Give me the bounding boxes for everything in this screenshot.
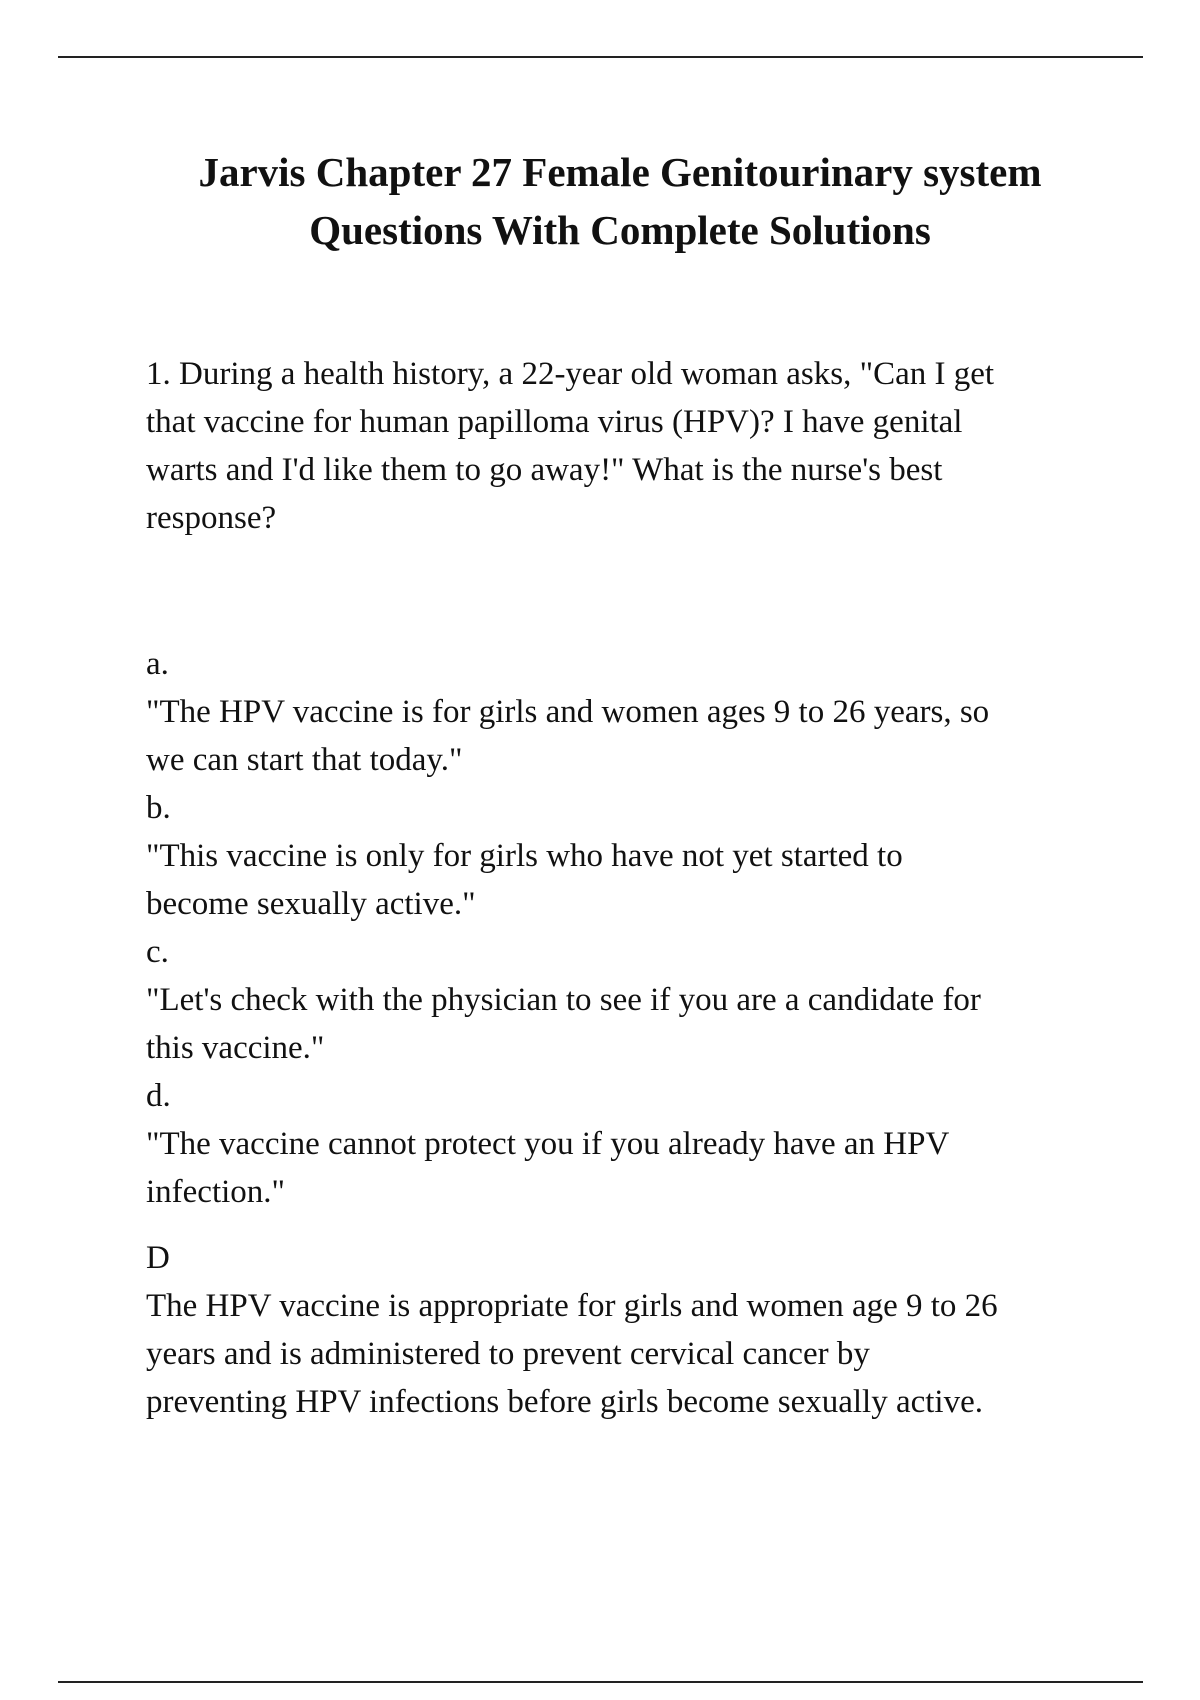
option-text-line: "The vaccine cannot protect you if you already have an HPV [146, 1126, 950, 1162]
rationale-line: years and is administered to prevent cervical cancer by [146, 1336, 870, 1372]
option-a [146, 640, 1146, 784]
option-letter: b. [146, 790, 171, 826]
option-text-line: "The HPV vaccine is for girls and women ages 9 to 26 years, so [146, 694, 990, 730]
answer-block [146, 1234, 1146, 1426]
question-line: that vaccine for human papilloma virus (HPV)? I have genital [146, 404, 963, 440]
question-line: response? [146, 500, 277, 536]
rationale-line: preventing HPV infections before girls become sexually active. [146, 1384, 983, 1420]
answer-letter: D [146, 1240, 170, 1276]
question-text [146, 350, 1146, 542]
option-c [146, 928, 1146, 1072]
question-line: warts and I'd like them to go away!" What is the nurse's best [146, 452, 943, 488]
option-text-line: we can start that today." [146, 742, 463, 778]
option-text-line: "Let's check with the physician to see if you are a candidate for [146, 982, 981, 1018]
option-letter: a. [146, 646, 169, 682]
title-line: Jarvis Chapter 27 Female Genitourinary system [198, 149, 1042, 195]
option-letter: d. [146, 1078, 171, 1114]
option-text-line: this vaccine." [146, 1030, 325, 1066]
question-line: 1. During a health history, a 22-year old woman asks, "Can I get [146, 356, 995, 392]
option-text-line: become sexually active." [146, 886, 476, 922]
option-b [146, 784, 1146, 928]
title-line: Questions With Complete Solutions [309, 207, 931, 253]
top-rule [58, 56, 1143, 58]
document-title [60, 143, 1180, 259]
option-text-line: infection." [146, 1174, 286, 1210]
rationale-line: The HPV vaccine is appropriate for girls and women age 9 to 26 [146, 1288, 998, 1324]
option-text-line: "This vaccine is only for girls who have not yet started to [146, 838, 903, 874]
option-d [146, 1072, 1146, 1216]
bottom-rule [58, 1681, 1143, 1683]
option-letter: c. [146, 934, 169, 970]
